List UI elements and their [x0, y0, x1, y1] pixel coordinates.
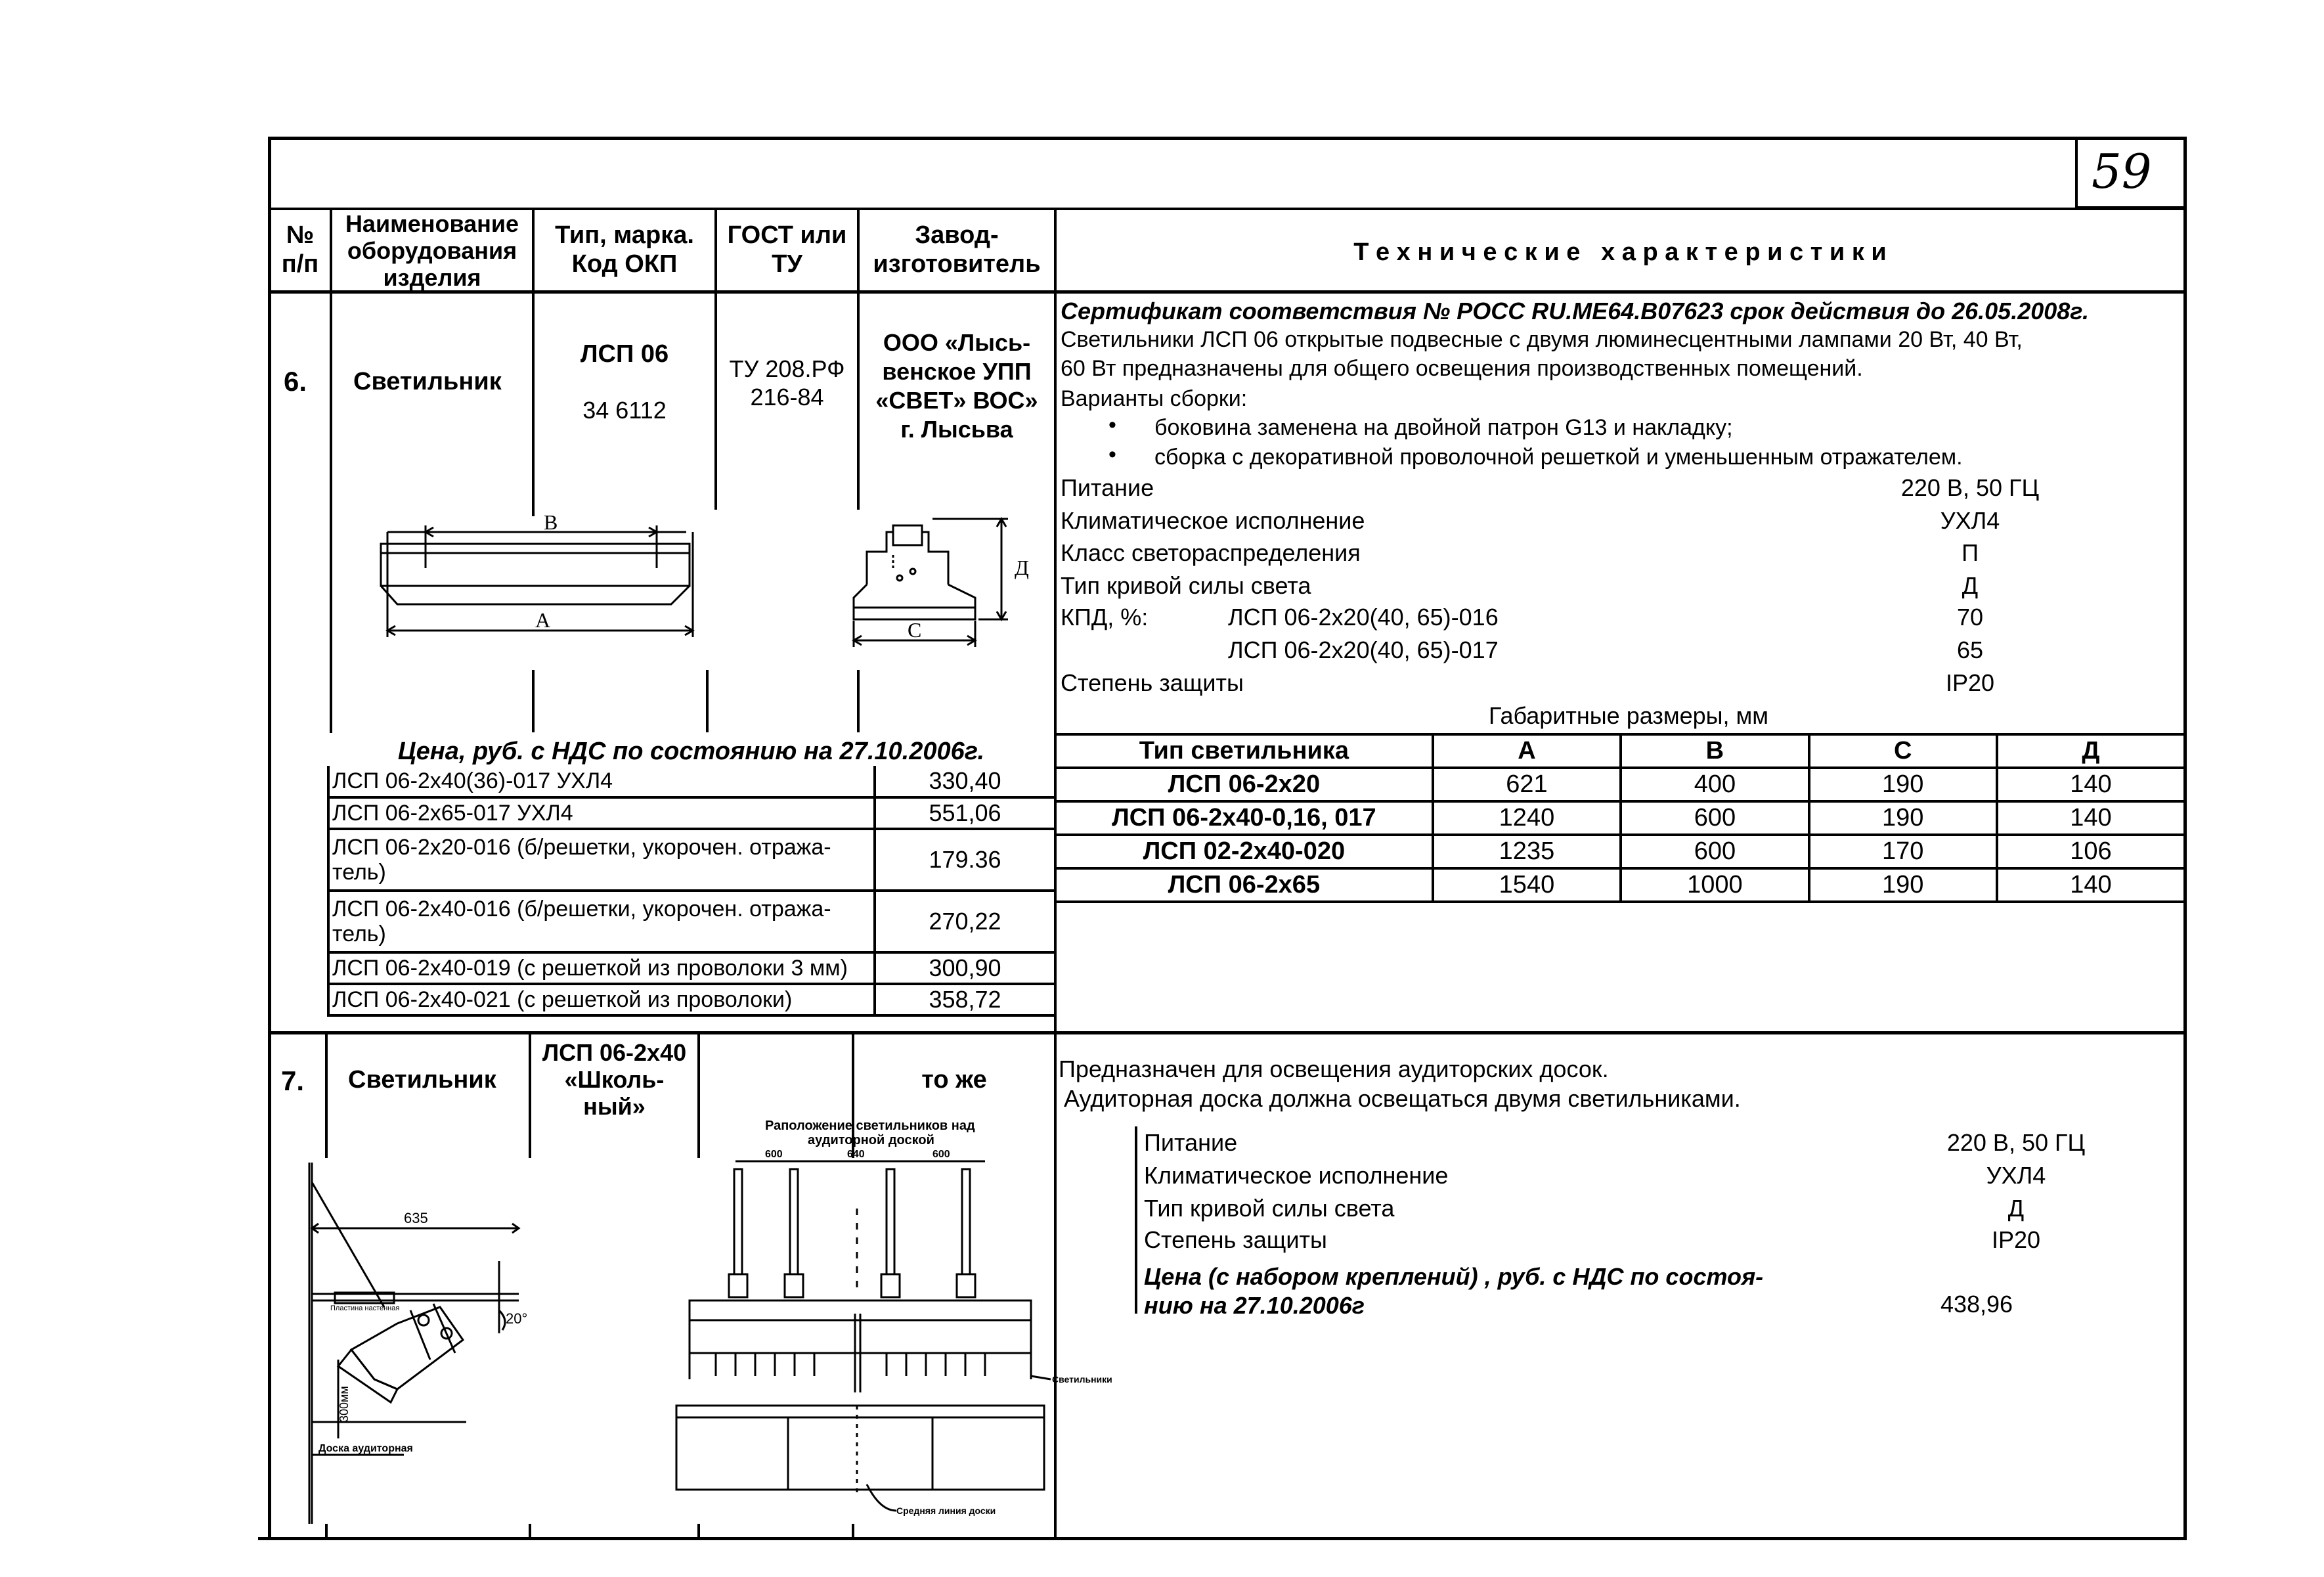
- row7-name: Светильник: [348, 1066, 496, 1094]
- table-row: [1055, 734, 2185, 768]
- table-row: [328, 766, 1055, 797]
- dims-cell: ЛСП 06-2х40-0,16, 017: [1055, 801, 1433, 835]
- row6-variants-label: Варианты сборки:: [1061, 386, 1248, 411]
- board-label: Доска аудиторная: [318, 1443, 413, 1454]
- dims-cell: 140: [1997, 801, 2185, 835]
- table-row: [1055, 801, 2185, 835]
- row6-variant-2: сборка с декоративной проволочной решеткой и уменьшенным отражателем.: [1154, 445, 1963, 470]
- variant-bullet-1: •: [1108, 412, 1116, 437]
- row6-name: Светильник: [353, 368, 502, 395]
- table-row: [328, 797, 1055, 829]
- row6-desc-2: 60 Вт предназначены для общего освещения производственных помещений.: [1061, 356, 1863, 381]
- row7-drawing-left: [299, 1163, 535, 1530]
- protection-value: IP20: [1945, 669, 1995, 696]
- dims-table: [1054, 733, 2186, 903]
- price-name: ЛСП 06-2х20-016 (б/решетки, укорочен. отража- тель): [328, 829, 875, 891]
- dims-cell: ЛСП 02-2х40-020: [1055, 835, 1433, 868]
- dims-cell: 400: [1621, 768, 1809, 801]
- page-number: 59: [2092, 144, 2152, 199]
- row6-cert: Сертификат соответствия № РОСС RU.ME64.B07623 срок действия до 26.05.2008г.: [1061, 298, 2090, 324]
- dims-cell: 140: [1997, 868, 2185, 902]
- spec-value: Д: [1962, 572, 1979, 599]
- price-name: ЛСП 06-2х40-016 (б/решетки, укорочен. отража- тель): [328, 891, 875, 952]
- r7-spec-value: УХЛ4: [1986, 1162, 2046, 1189]
- dims-cell: 600: [1621, 801, 1809, 835]
- midline-label: Средняя линия доски: [896, 1505, 996, 1516]
- dims-cell: 190: [1809, 768, 1997, 801]
- dims-cell: 1240: [1433, 801, 1621, 835]
- spec-label: Климатическое исполнение: [1061, 507, 1365, 534]
- lamps-label: Светильники: [1052, 1374, 1112, 1385]
- dims-title: Габаритные размеры, мм: [1488, 702, 1769, 729]
- kpd-label: КПД, %:: [1061, 604, 1149, 631]
- plate-label: Пластина настенная: [330, 1304, 400, 1312]
- price-value: 358,72: [875, 984, 1055, 1015]
- row6-desc-1: Светильники ЛСП 06 открытые подвесные с двумя люминесцентными лампами 20 Вт, 40 Вт,: [1061, 327, 2023, 352]
- spec-value: УХЛ4: [1940, 507, 2000, 534]
- dims-cell: 1540: [1433, 868, 1621, 902]
- row7-type: ЛСП 06-2х40 «Школь- ный»: [542, 1039, 687, 1120]
- dims-header: Д: [1997, 734, 2185, 768]
- spec-label: Класс светораспределения: [1061, 539, 1361, 566]
- row6-okp: 34 6112: [582, 397, 667, 424]
- row6-type: ЛСП 06: [580, 340, 669, 368]
- spec-label: Питание: [1061, 474, 1154, 501]
- header-gost: ГОСТ или ТУ: [727, 221, 847, 278]
- dims-cell: 170: [1809, 835, 1997, 868]
- dims-cell: 190: [1809, 868, 1997, 902]
- frame-top: [268, 137, 2187, 140]
- row7-maker: то же: [921, 1066, 987, 1094]
- header-no: № п/п: [281, 221, 319, 278]
- table-row: [328, 984, 1055, 1015]
- frame-left: [268, 137, 271, 1540]
- protection-label: Степень защиты: [1061, 669, 1244, 696]
- dims-cell: 140: [1997, 768, 2185, 801]
- row6-gost: ТУ 208.РФ 216-84: [729, 355, 845, 411]
- variant-bullet-2: •: [1108, 442, 1116, 467]
- spec-label: Тип кривой силы света: [1061, 572, 1311, 599]
- kpd-value: 70: [1956, 604, 1984, 631]
- kpd-value: 65: [1956, 636, 1984, 663]
- row6-drawing: [368, 506, 1044, 677]
- dims-header: В: [1621, 734, 1809, 768]
- price-name: ЛСП 06-2х40(36)-017 УХЛ4: [328, 766, 875, 797]
- dim-c-label: С: [908, 618, 922, 642]
- r7-spec-value: Д: [2007, 1195, 2025, 1222]
- dim-600a-label: 600: [765, 1149, 783, 1160]
- dim-d-label: Д: [1015, 556, 1029, 579]
- price-value: 270,22: [875, 891, 1055, 952]
- dim-a-label: А: [535, 608, 551, 632]
- header-name: Наименование оборудования изделия: [345, 210, 519, 291]
- header-maker: Завод- изготовитель: [873, 221, 1041, 278]
- table-row: [328, 952, 1055, 984]
- dims-cell: 1235: [1433, 835, 1621, 868]
- price-title: Цена, руб. с НДС по состоянию на 27.10.2006г.: [397, 738, 985, 765]
- dims-header: С: [1809, 734, 1997, 768]
- table-row: [328, 891, 1055, 952]
- dims-header: А: [1433, 734, 1621, 768]
- dim-b-label: В: [544, 510, 558, 534]
- dim-635-label: 635: [404, 1210, 428, 1226]
- price-name: ЛСП 06-2х40-019 (с решеткой из проволоки 3 мм): [328, 952, 875, 984]
- row7-desc-2: Аудиторная доска должна освещаться двумя светильниками.: [1064, 1085, 1741, 1112]
- spec-value: 220 В, 50 ГЦ: [1900, 474, 2040, 501]
- price-name: ЛСП 06-2х40-021 (с решеткой из проволоки): [328, 984, 875, 1015]
- dim-640-label: 640: [847, 1149, 865, 1160]
- r7-price-value: 438,96: [1940, 1291, 2013, 1318]
- price-value: 551,06: [875, 797, 1055, 829]
- price-value: 300,90: [875, 952, 1055, 984]
- dim-600b-label: 600: [932, 1149, 950, 1160]
- r7-spec-value: IP20: [1991, 1226, 2041, 1253]
- dims-cell: 106: [1997, 835, 2185, 868]
- angle-label: 20°: [506, 1310, 528, 1327]
- arrangement-title-1: Раположение светильников над: [765, 1119, 975, 1133]
- table-row: [328, 829, 1055, 891]
- r7-spec-label: Питание: [1144, 1129, 1238, 1156]
- table-row: [1055, 768, 2185, 801]
- table-row: [1055, 835, 2185, 868]
- kpd-model: ЛСП 06-2х20(40, 65)-016: [1228, 604, 1499, 631]
- row7-drawing-right: [670, 1117, 1143, 1530]
- r7-spec-value: 220 В, 50 ГЦ: [1946, 1129, 2086, 1156]
- row6-maker: ООО «Лысь- венское УПП «СВЕТ» ВОС» г. Лысьва: [875, 329, 1038, 443]
- price-table: [327, 766, 1057, 1017]
- row7-desc-1: Предназначен для освещения аудиторских досок.: [1059, 1055, 1609, 1082]
- row6-variant-1: боковина заменена на двойной патрон G13 и накладку;: [1154, 415, 1733, 440]
- price-value: 330,40: [875, 766, 1055, 797]
- header-spec: Т е х н и ч е с к и е х а р а к т е р и с т и к и: [1353, 238, 1887, 266]
- frame-bottom: [258, 1537, 2187, 1540]
- dims-cell: 621: [1433, 768, 1621, 801]
- r7-spec-label: Климатическое исполнение: [1144, 1162, 1449, 1189]
- dims-cell: ЛСП 06-2х20: [1055, 768, 1433, 801]
- dims-cell: 190: [1809, 801, 1997, 835]
- row7-no: 7.: [281, 1065, 305, 1096]
- r7-spec-label: Тип кривой силы света: [1144, 1195, 1395, 1222]
- price-value: 179.36: [875, 829, 1055, 891]
- dims-header: Тип светильника: [1055, 734, 1433, 768]
- r7-price-label: Цена (с набором креплений) , руб. с НДС по состоя- нию на 27.10.2006г: [1144, 1263, 1764, 1319]
- price-name: ЛСП 06-2х65-017 УХЛ4: [328, 797, 875, 829]
- dims-cell: 600: [1621, 835, 1809, 868]
- r7-spec-label: Степень защиты: [1144, 1226, 1327, 1253]
- arrangement-title-2: аудиторной доской: [808, 1133, 934, 1147]
- row6-no: 6.: [284, 366, 307, 397]
- header-type: Тип, марка. Код ОКП: [555, 221, 694, 278]
- dims-cell: ЛСП 06-2х65: [1055, 868, 1433, 902]
- dims-cell: 1000: [1621, 868, 1809, 902]
- kpd-model: ЛСП 06-2х20(40, 65)-017: [1228, 636, 1499, 663]
- dim-300-label: 300мм: [338, 1386, 351, 1422]
- spec-value: П: [1962, 539, 1979, 566]
- table-row: [1055, 868, 2185, 902]
